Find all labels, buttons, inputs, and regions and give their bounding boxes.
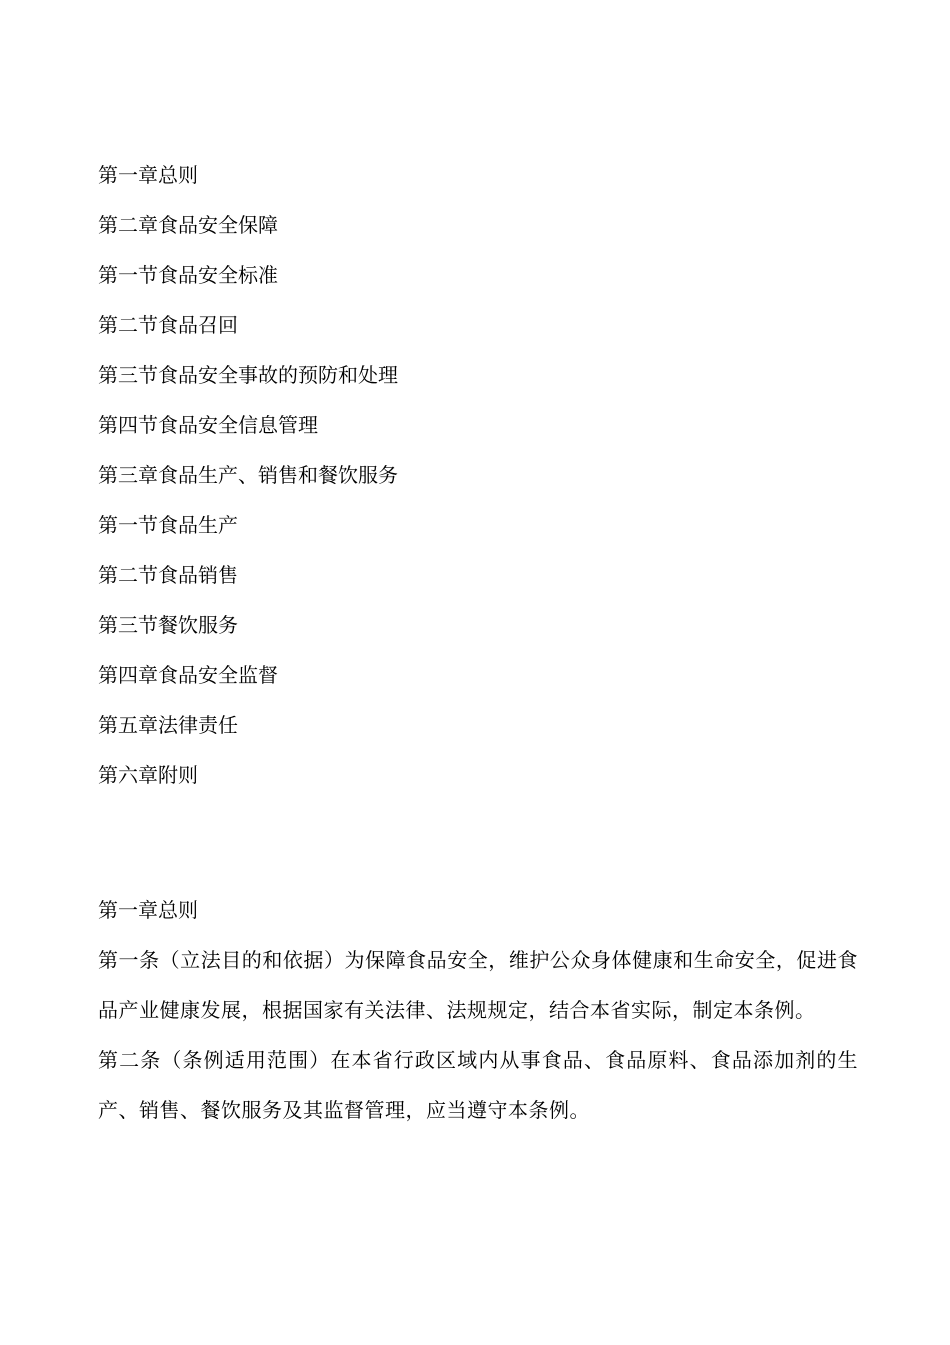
toc-item: 第五章法律责任 — [98, 713, 238, 737]
toc-item: 第二章食品安全保障 — [98, 213, 278, 237]
article-paragraph: 第一条（立法目的和依据）为保障食品安全，维护公众身体健康和生命安全，促进食品产业健康发展，根据国家有关法律、法规规定，结合本省实际，制定本条例。 — [98, 948, 858, 1022]
toc-item: 第三章食品生产、销售和餐饮服务 — [98, 463, 398, 487]
toc-item: 第一节食品生产 — [98, 513, 238, 537]
toc-item: 第四节食品安全信息管理 — [98, 413, 318, 437]
toc-item: 第六章附则 — [98, 763, 198, 787]
chapter-heading: 第一章总则 — [98, 898, 198, 922]
table-of-contents — [98, 150, 858, 800]
toc-item: 第一节食品安全标准 — [98, 263, 278, 287]
toc-item: 第三节食品安全事故的预防和处理 — [98, 363, 398, 387]
article-paragraph: 第二条（条例适用范围）在本省行政区域内从事食品、食品原料、食品添加剂的生产、销售、餐饮服务及其监督管理，应当遵守本条例。 — [98, 1048, 858, 1122]
toc-item: 第一章总则 — [98, 163, 198, 187]
toc-item: 第二节食品销售 — [98, 563, 238, 587]
document-body — [98, 885, 858, 1135]
toc-item: 第二节食品召回 — [98, 313, 238, 337]
toc-item: 第三节餐饮服务 — [98, 613, 238, 637]
toc-item: 第四章食品安全监督 — [98, 663, 278, 687]
